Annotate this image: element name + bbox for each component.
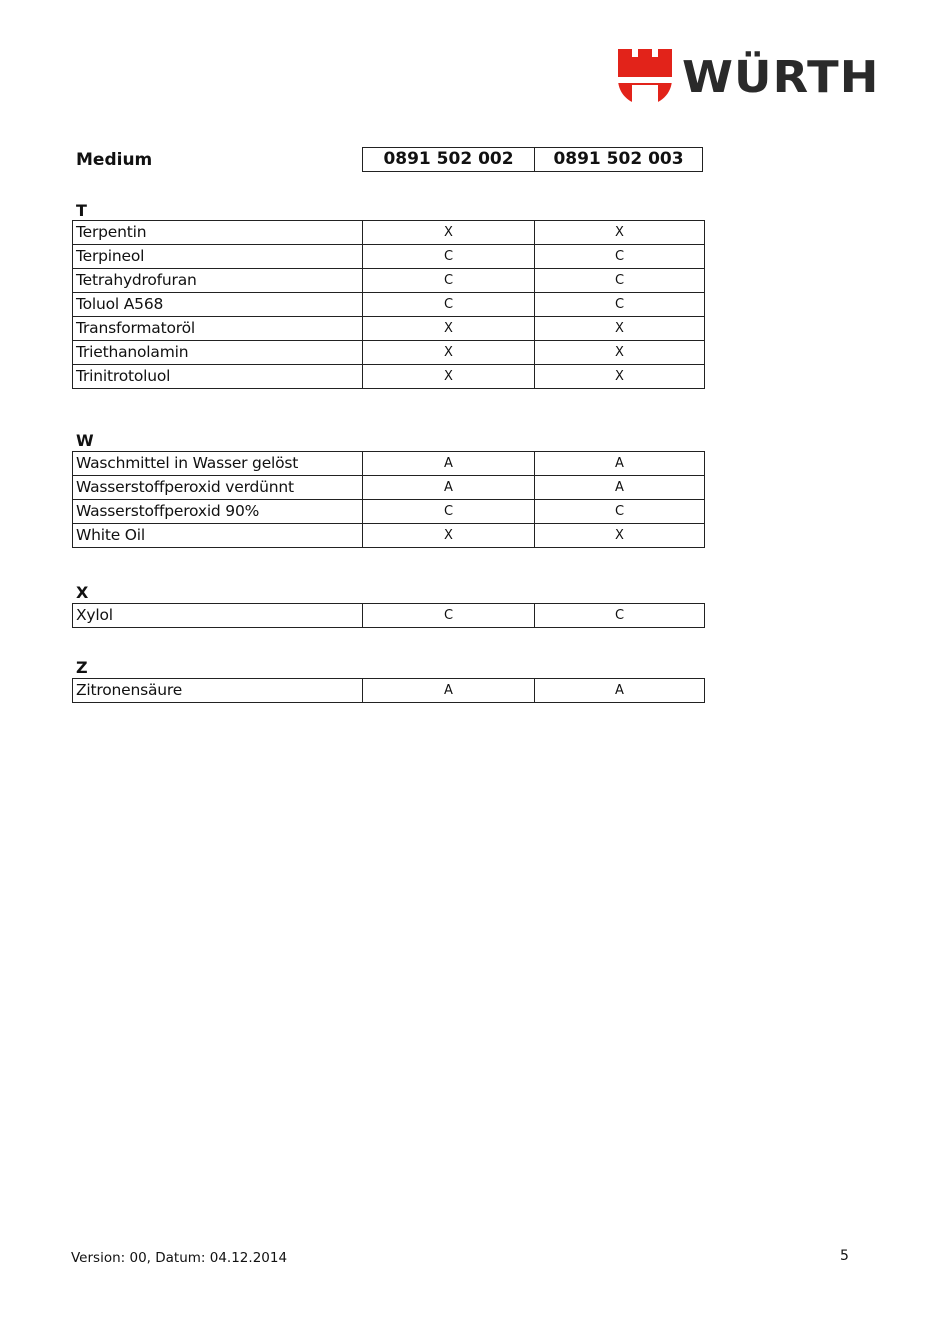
table-row <box>73 317 705 341</box>
table-row <box>73 293 705 317</box>
value-col-1: A <box>363 476 535 500</box>
value-col-2: C <box>535 293 705 317</box>
value-col-2: C <box>535 604 705 628</box>
section-letter: T <box>76 201 87 220</box>
table-row <box>73 524 705 548</box>
value-col-2: A <box>535 476 705 500</box>
value-col-1: A <box>363 452 535 476</box>
table-row <box>73 604 705 628</box>
medium-name: Wasserstoffperoxid 90% <box>73 500 363 524</box>
value-col-1: C <box>363 500 535 524</box>
value-col-2: X <box>535 341 705 365</box>
table-row <box>73 221 705 245</box>
section-table <box>72 678 705 703</box>
value-col-2: X <box>535 317 705 341</box>
table-header <box>74 147 704 172</box>
value-col-2: A <box>535 679 705 703</box>
value-col-1: C <box>363 245 535 269</box>
table-row <box>73 245 705 269</box>
section-letter: X <box>76 583 89 602</box>
section-table <box>72 220 705 389</box>
value-col-2: A <box>535 452 705 476</box>
value-col-2: X <box>535 221 705 245</box>
section-letter: Z <box>76 658 88 677</box>
table-row <box>73 269 705 293</box>
section-table <box>72 451 705 548</box>
medium-name: Triethanolamin <box>73 341 363 365</box>
value-col-1: X <box>363 524 535 548</box>
medium-name: Zitronensäure <box>73 679 363 703</box>
table-row <box>73 679 705 703</box>
value-col-1: C <box>363 293 535 317</box>
column-header-2: 0891 502 003 <box>534 147 703 172</box>
medium-name: Trinitrotoluol <box>73 365 363 389</box>
value-col-2: C <box>535 269 705 293</box>
value-col-1: X <box>363 365 535 389</box>
value-col-1: X <box>363 341 535 365</box>
value-col-1: A <box>363 679 535 703</box>
value-col-2: C <box>535 245 705 269</box>
table-row <box>73 365 705 389</box>
medium-name: Transformatoröl <box>73 317 363 341</box>
footer-version: Version: 00, Datum: 04.12.2014 <box>71 1250 288 1266</box>
page-number: 5 <box>840 1248 849 1264</box>
wurth-logo-mark-icon <box>618 49 672 105</box>
table-row <box>73 500 705 524</box>
medium-name: Tetrahydrofuran <box>73 269 363 293</box>
wurth-logo <box>618 49 880 107</box>
medium-name: Terpineol <box>73 245 363 269</box>
section-letter: W <box>76 431 94 450</box>
section-table <box>72 603 705 628</box>
medium-name: Wasserstoffperoxid verdünnt <box>73 476 363 500</box>
medium-name: White Oil <box>73 524 363 548</box>
table-row <box>73 341 705 365</box>
column-header-1: 0891 502 002 <box>362 147 535 172</box>
medium-name: Terpentin <box>73 221 363 245</box>
medium-name: Xylol <box>73 604 363 628</box>
table-row <box>73 452 705 476</box>
medium-label: Medium <box>76 150 153 170</box>
value-col-2: X <box>535 365 705 389</box>
value-col-2: C <box>535 500 705 524</box>
medium-name: Waschmittel in Wasser gelöst <box>73 452 363 476</box>
value-col-1: X <box>363 221 535 245</box>
value-col-2: X <box>535 524 705 548</box>
value-col-1: C <box>363 269 535 293</box>
value-col-1: C <box>363 604 535 628</box>
value-col-1: X <box>363 317 535 341</box>
table-row <box>73 476 705 500</box>
brand-name: WÜRTH <box>682 52 880 103</box>
medium-name: Toluol A568 <box>73 293 363 317</box>
